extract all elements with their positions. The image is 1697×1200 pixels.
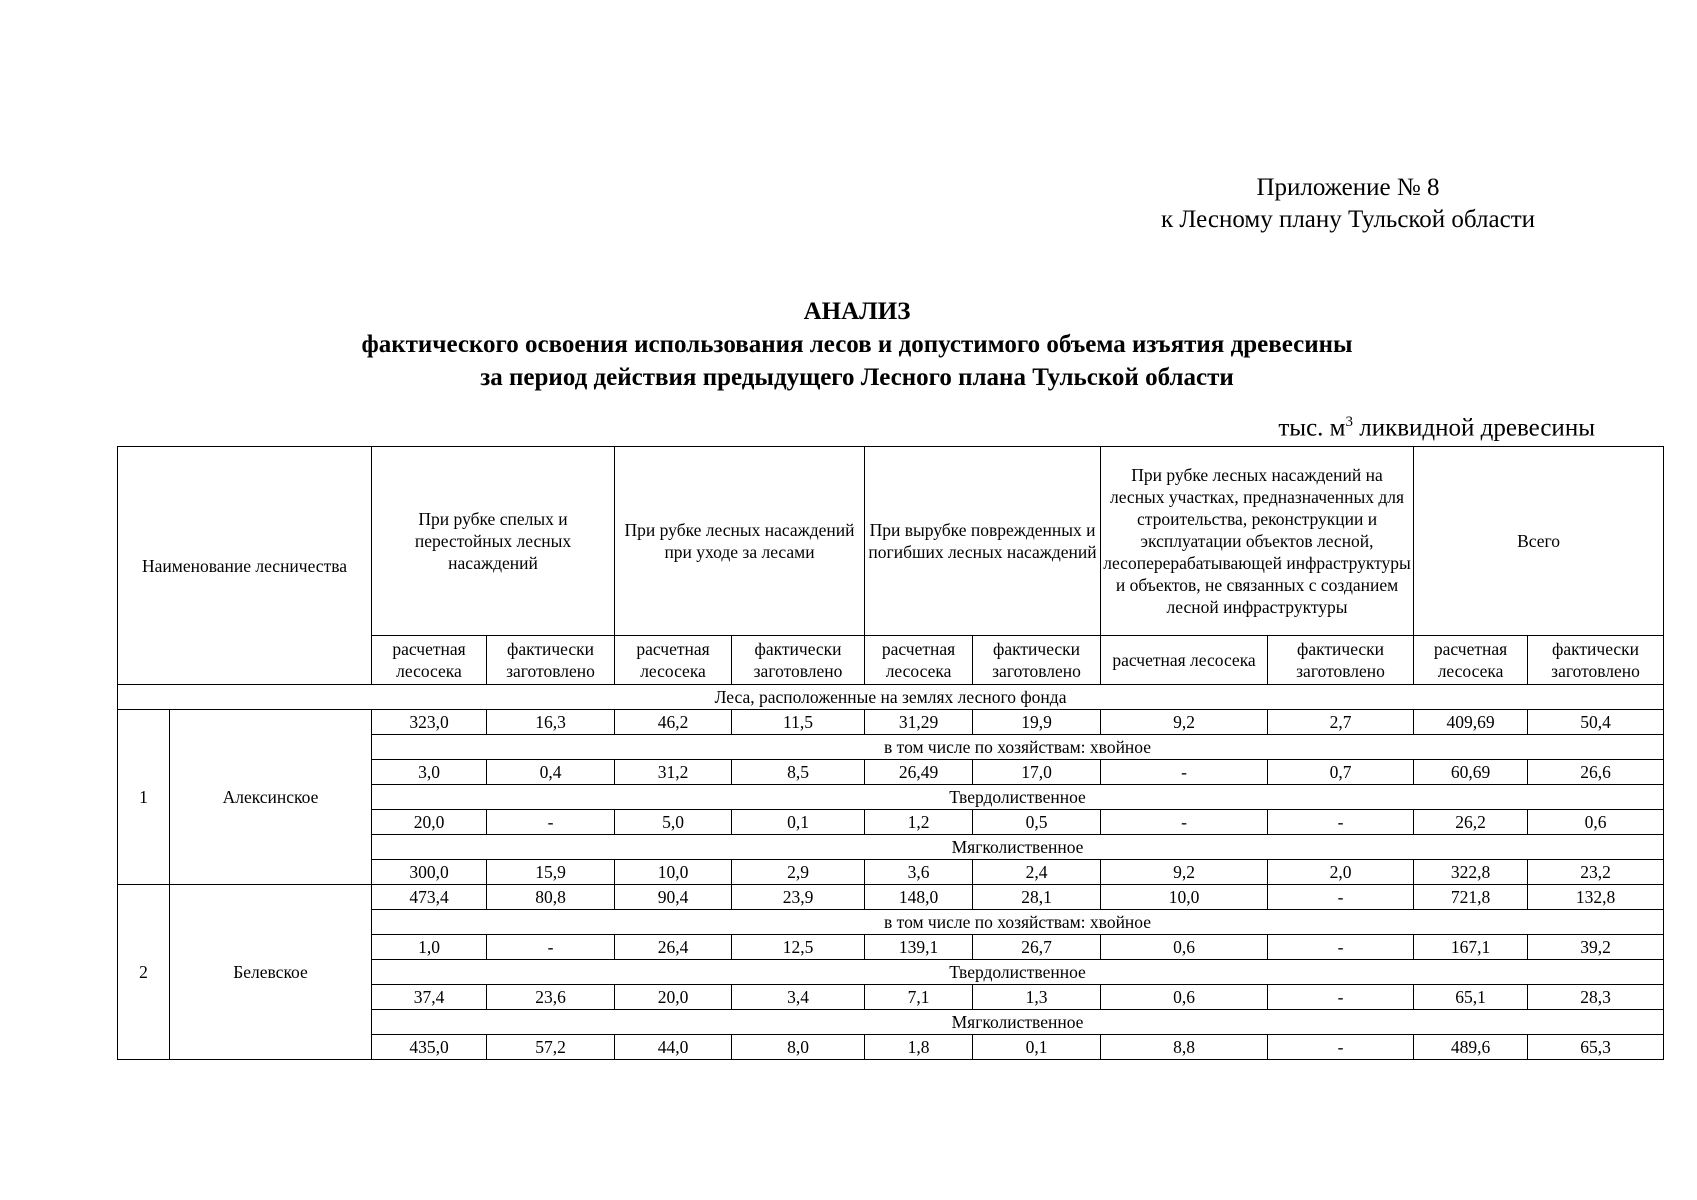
- table-cell: 0,5: [973, 810, 1101, 835]
- table-cell: 23,9: [732, 885, 865, 910]
- table-cell: -: [1268, 935, 1414, 960]
- group-label: в том числе по хозяйствам: хвойное: [372, 735, 1664, 760]
- table-cell: 721,8: [1414, 885, 1528, 910]
- table-cell: 3,6: [865, 860, 973, 885]
- table-cell: 50,4: [1528, 710, 1664, 735]
- table-cell: 20,0: [615, 985, 732, 1010]
- table-cell: 409,69: [1414, 710, 1528, 735]
- subheader-planned: расчетная лесосека: [1101, 636, 1268, 685]
- table-cell: 8,8: [1101, 1035, 1268, 1060]
- table-cell: 26,2: [1414, 810, 1528, 835]
- appendix-header: [1161, 172, 1535, 236]
- table-cell: 0,4: [487, 760, 615, 785]
- table-cell: 90,4: [615, 885, 732, 910]
- table-cell: 23,6: [487, 985, 615, 1010]
- table-cell: -: [1268, 810, 1414, 835]
- header-mature-felling: При рубке спелых и перестойных лесных насаждений: [372, 447, 615, 636]
- table-cell: 3,4: [732, 985, 865, 1010]
- table-cell: 16,3: [487, 710, 615, 735]
- table-cell: -: [487, 935, 615, 960]
- title-line-1: АНАЛИЗ: [803, 298, 911, 325]
- table-cell: 323,0: [372, 710, 487, 735]
- units-label: [1278, 414, 1595, 442]
- table-cell: 19,9: [973, 710, 1101, 735]
- header-care-felling: При рубке лесных насаждений при уходе за лесами: [615, 447, 865, 636]
- subheader-planned: расчетная лесосека: [615, 636, 732, 685]
- header-infrastructure-felling: При рубке лесных насаждений на лесных участках, предназначенных для строительства, реконструкции и эксплуатации объектов лесной, лесоперерабатывающей инфраструктуры и объектов, не связанных с созданием лесной инфраструктуры: [1101, 447, 1414, 636]
- table-cell: 0,1: [732, 810, 865, 835]
- section-title: Леса, расположенные на землях лесного фонда: [118, 685, 1664, 710]
- group-label: в том числе по хозяйствам: хвойное: [372, 910, 1664, 935]
- header-total: Всего: [1414, 447, 1664, 636]
- table-cell: 2,7: [1268, 710, 1414, 735]
- subheader-actual: фактически заготовлено: [487, 636, 615, 685]
- table-cell: -: [1268, 985, 1414, 1010]
- table-cell: 23,2: [1528, 860, 1664, 885]
- table-cell: 322,8: [1414, 860, 1528, 885]
- table-cell: 12,5: [732, 935, 865, 960]
- table-cell: 37,4: [372, 985, 487, 1010]
- subheader-actual: фактически заготовлено: [732, 636, 865, 685]
- title-line-2: фактического освоения использования лесов и допустимого объема изъятия древесины: [361, 331, 1353, 358]
- table-cell: 1,2: [865, 810, 973, 835]
- table-cell: 9,2: [1101, 710, 1268, 735]
- table-cell: 0,6: [1528, 810, 1664, 835]
- header-damaged-felling: При вырубке поврежденных и погибших лесных насаждений: [865, 447, 1101, 636]
- table-cell: 132,8: [1528, 885, 1664, 910]
- subheader-planned: расчетная лесосека: [1414, 636, 1528, 685]
- header-row-groups: [118, 447, 1664, 636]
- table-cell: 28,3: [1528, 985, 1664, 1010]
- table-cell: 2,9: [732, 860, 865, 885]
- table-cell: 8,5: [732, 760, 865, 785]
- table-cell: 44,0: [615, 1035, 732, 1060]
- table-cell: 57,2: [487, 1035, 615, 1060]
- units-exponent: 3: [1345, 414, 1353, 430]
- table-cell: 11,5: [732, 710, 865, 735]
- group-label: Твердолиственное: [372, 960, 1664, 985]
- data-row-total: [118, 885, 1664, 910]
- units-prefix: тыс. м: [1278, 414, 1346, 442]
- table-cell: 300,0: [372, 860, 487, 885]
- appendix-number: Приложение № 8: [1256, 174, 1440, 201]
- appendix-reference: к Лесному плану Тульской области: [1160, 206, 1535, 233]
- table-cell: 26,49: [865, 760, 973, 785]
- table-cell: 46,2: [615, 710, 732, 735]
- subheader-actual: фактически заготовлено: [973, 636, 1101, 685]
- table-cell: 0,6: [1101, 985, 1268, 1010]
- table-cell: 10,0: [1101, 885, 1268, 910]
- table-cell: 17,0: [973, 760, 1101, 785]
- subheader-actual: фактически заготовлено: [1528, 636, 1664, 685]
- table-cell: 65,1: [1414, 985, 1528, 1010]
- table-cell: 26,6: [1528, 760, 1664, 785]
- table-cell: 26,4: [615, 935, 732, 960]
- table-cell: 167,1: [1414, 935, 1528, 960]
- table-cell: 10,0: [615, 860, 732, 885]
- units-suffix: ликвидной древесины: [1352, 414, 1595, 442]
- table-cell: 139,1: [865, 935, 973, 960]
- table-cell: 473,4: [372, 885, 487, 910]
- group-label: Твердолиственное: [372, 785, 1664, 810]
- table-cell: 31,2: [615, 760, 732, 785]
- title-line-3: за период действия предыдущего Лесного плана Тульской области: [480, 364, 1234, 391]
- table-cell: 0,1: [973, 1035, 1101, 1060]
- table-cell: 489,6: [1414, 1035, 1528, 1060]
- table-cell: 7,1: [865, 985, 973, 1010]
- section-row: [118, 685, 1664, 710]
- table-cell: 0,6: [1101, 935, 1268, 960]
- subheader-actual: фактически заготовлено: [1268, 636, 1414, 685]
- table-cell: 1,3: [973, 985, 1101, 1010]
- table-cell: 8,0: [732, 1035, 865, 1060]
- table-cell: 26,7: [973, 935, 1101, 960]
- table-cell: 60,69: [1414, 760, 1528, 785]
- table-cell: 31,29: [865, 710, 973, 735]
- table-cell: -: [1101, 760, 1268, 785]
- data-row-total: [118, 710, 1664, 735]
- table-cell: 148,0: [865, 885, 973, 910]
- header-district-name: Наименование лесничества: [118, 447, 372, 685]
- table-cell: 2,4: [973, 860, 1101, 885]
- table-cell: 9,2: [1101, 860, 1268, 885]
- table-cell: 65,3: [1528, 1035, 1664, 1060]
- district-number: 2: [118, 885, 170, 1060]
- table-cell: -: [1268, 1035, 1414, 1060]
- table-cell: 15,9: [487, 860, 615, 885]
- table-cell: 0,7: [1268, 760, 1414, 785]
- table-cell: 80,8: [487, 885, 615, 910]
- table-cell: 5,0: [615, 810, 732, 835]
- district-name: Белевское: [170, 885, 372, 1060]
- table-cell: 3,0: [372, 760, 487, 785]
- table-cell: -: [1101, 810, 1268, 835]
- subheader-planned: расчетная лесосека: [865, 636, 973, 685]
- document-title: [0, 295, 1697, 394]
- group-label: Мягколиственное: [372, 1010, 1664, 1035]
- table-cell: 1,0: [372, 935, 487, 960]
- table-cell: -: [1268, 885, 1414, 910]
- table-cell: -: [487, 810, 615, 835]
- table-cell: 435,0: [372, 1035, 487, 1060]
- analysis-table: [117, 446, 1664, 1060]
- table-cell: 28,1: [973, 885, 1101, 910]
- district-name: Алексинское: [170, 710, 372, 885]
- subheader-planned: расчетная лесосека: [372, 636, 487, 685]
- table-cell: 1,8: [865, 1035, 973, 1060]
- table-cell: 20,0: [372, 810, 487, 835]
- district-number: 1: [118, 710, 170, 885]
- table-cell: 2,0: [1268, 860, 1414, 885]
- group-label: Мягколиственное: [372, 835, 1664, 860]
- table-cell: 39,2: [1528, 935, 1664, 960]
